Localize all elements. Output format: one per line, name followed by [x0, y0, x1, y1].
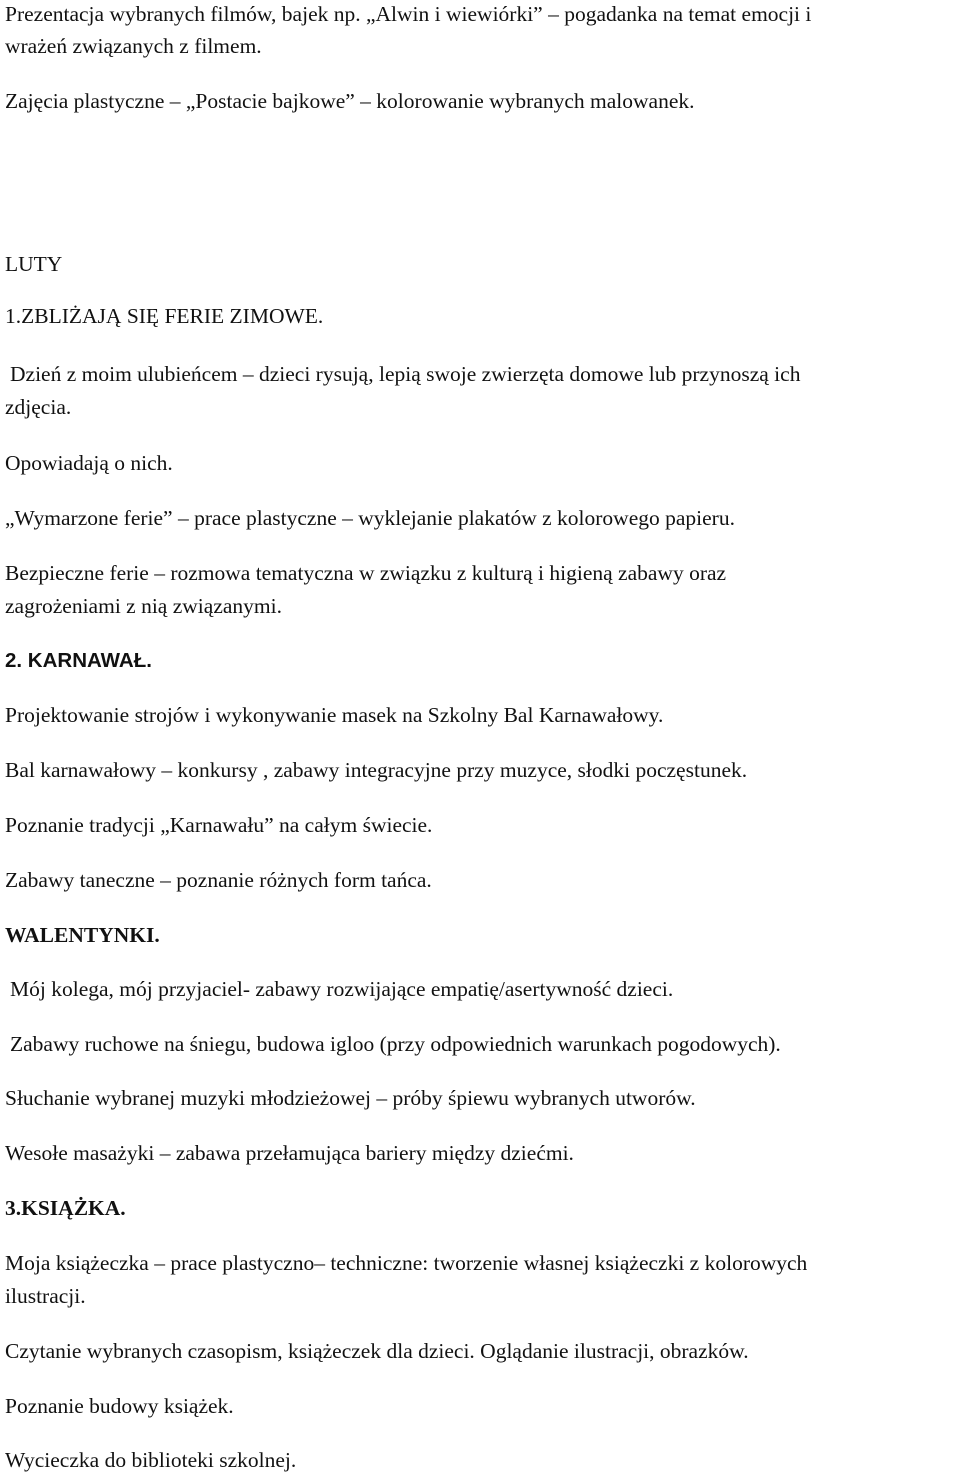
section-2-paragraph-1: Projektowanie strojów i wykonywanie masek na Szkolny Bal Karnawałowy. — [5, 703, 664, 727]
section-2-paragraph-2: Bal karnawałowy – konkursy , zabawy integracyjne przy muzyce, słodki poczęstunek. — [5, 758, 748, 782]
section-1-paragraph-2: Opowiadają o nich. — [5, 451, 173, 475]
valentines-paragraph-1: Mój kolega, mój przyjaciel- zabawy rozwijające empatię/asertywność dzieci. — [10, 977, 674, 1001]
section-3-paragraph-1-line-1: Moja książeczka – prace plastyczno– techniczne: tworzenie własnej książeczki z kolorowych — [5, 1251, 808, 1275]
valentines-paragraph-3: Słuchanie wybranej muzyki młodzieżowej – próby śpiewu wybranych utworów. — [5, 1086, 696, 1110]
section-1-paragraph-1-line-1: Dzień z moim ulubieńcem – dzieci rysują, lepią swoje zwierzęta domowe lub przynoszą ich — [10, 362, 801, 386]
section-1-heading: 1.ZBLIŻAJĄ SIĘ FERIE ZIMOWE. — [5, 304, 324, 328]
section-1-paragraph-4-line-1: Bezpieczne ferie – rozmowa tematyczna w związku z kulturą i higieną zabawy oraz — [5, 561, 727, 585]
section-3-paragraph-3: Poznanie budowy książek. — [5, 1394, 234, 1418]
section-1-paragraph-4-line-2: zagrożeniami z nią związanymi. — [5, 594, 282, 618]
section-2-paragraph-4: Zabawy taneczne – poznanie różnych form tańca. — [5, 868, 432, 892]
month-title: LUTY — [5, 252, 63, 276]
section-2-paragraph-3: Poznanie tradycji „Karnawału” na całym świecie. — [5, 813, 433, 837]
intro-line-2: wrażeń związanych z filmem. — [5, 34, 262, 58]
valentines-heading: WALENTYNKI. — [5, 923, 160, 947]
section-2-heading: 2. KARNAWAŁ. — [5, 649, 152, 672]
valentines-paragraph-2: Zabawy ruchowe na śniegu, budowa igloo (przy odpowiednich warunkach pogodowych). — [10, 1032, 781, 1056]
section-1-paragraph-1-line-2: zdjęcia. — [5, 395, 72, 419]
section-3-paragraph-2: Czytanie wybranych czasopism, książeczek dla dzieci. Oglądanie ilustracji, obrazków. — [5, 1339, 749, 1363]
section-3-paragraph-1-line-2: ilustracji. — [5, 1284, 86, 1308]
section-1-paragraph-3: „Wymarzone ferie” – prace plastyczne – wyklejanie plakatów z kolorowego papieru. — [5, 506, 735, 530]
intro-line-3: Zajęcia plastyczne – „Postacie bajkowe” – kolorowanie wybranych malowanek. — [5, 89, 695, 113]
intro-line-1: Prezentacja wybranych filmów, bajek np. „Alwin i wiewiórki” – pogadanka na temat emocji i — [5, 2, 812, 26]
section-3-paragraph-4: Wycieczka do biblioteki szkolnej. — [5, 1448, 297, 1472]
valentines-paragraph-4: Wesołe masażyki – zabawa przełamująca bariery między dziećmi. — [5, 1141, 574, 1165]
section-3-heading: 3.KSIĄŻKA. — [5, 1196, 126, 1220]
